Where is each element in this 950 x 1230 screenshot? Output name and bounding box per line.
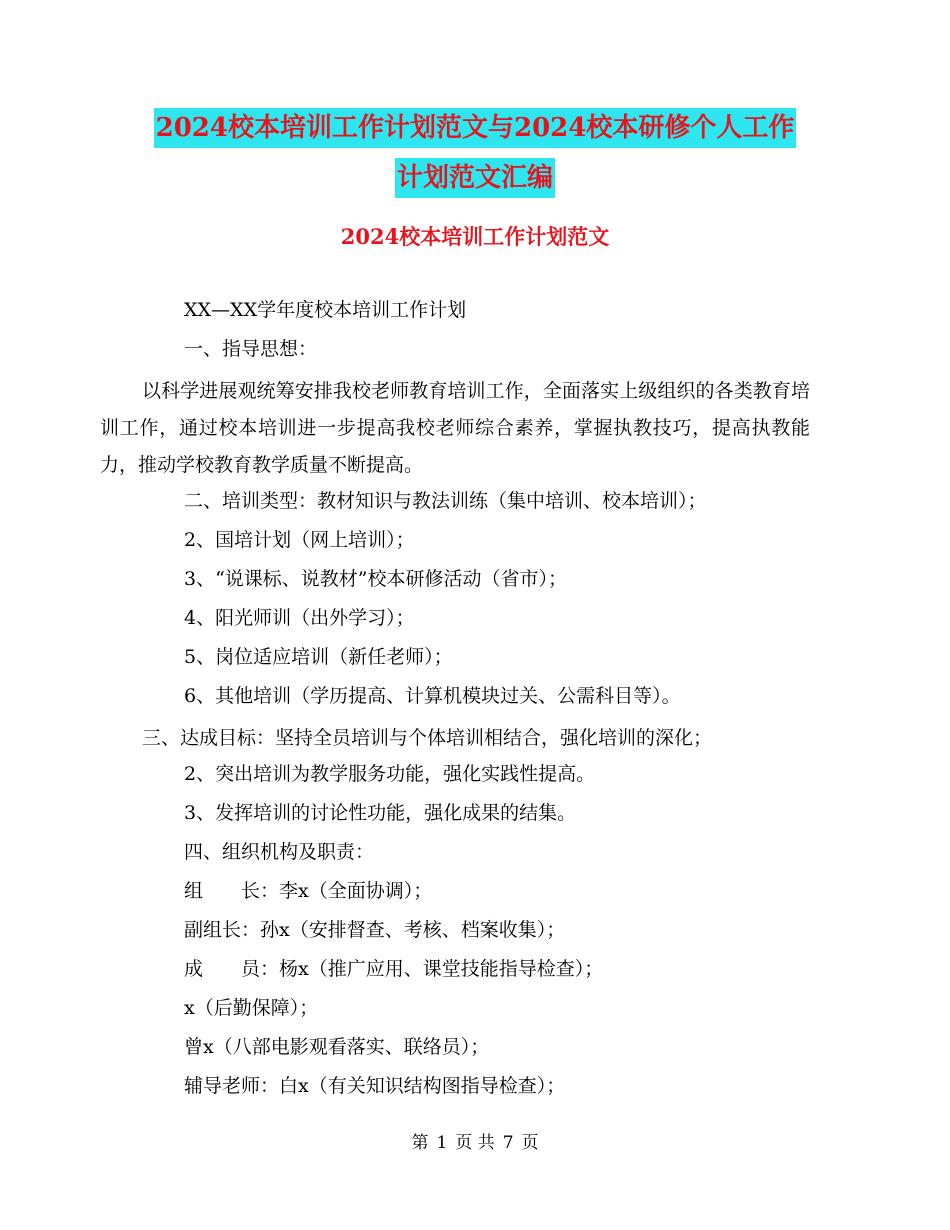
paragraph: 6、其他培训（学历提高、计算机模块过关、公需科目等）。	[184, 685, 681, 707]
footer-suffix: 页	[521, 1133, 539, 1153]
section-subtitle: 2024校本培训工作计划范文	[340, 224, 610, 249]
document-body	[100, 295, 810, 1110]
paragraph: 3、发挥培训的讨论性功能，强化成果的结集。	[184, 802, 577, 824]
paragraph: 四、组织机构及职责：	[184, 841, 375, 863]
paragraph: 三、达成目标：坚持全员培训与个体培训相结合，强化培训的深化；	[142, 727, 713, 749]
paragraph: 2、国培计划（网上培训）；	[184, 529, 415, 551]
paragraph: x（后勤保障）；	[184, 997, 319, 1019]
page-footer	[0, 1128, 950, 1153]
paragraph: 以科学进展观统筹安排我校老师教育培训工作，全面落实上级组织的各类教育培训工作，通过校本培训进一步提高我校老师综合素养，掌握执教技巧，提高执教能力，推动学校教育教学质量不断提高。	[100, 380, 810, 476]
total-pages: 7	[502, 1133, 514, 1153]
paragraph: 曾x（八部电影观看落实、联络员）；	[184, 1036, 490, 1058]
paragraph: 3、“说课标、说教材”校本研修活动（省市）；	[184, 568, 568, 590]
document-title	[0, 108, 950, 198]
paragraph: 4、阳光师训（出外学习）；	[184, 607, 415, 629]
title-line-2: 计划范文汇编	[395, 158, 555, 198]
paragraph: 副组长：孙x（安排督查、考核、档案收集）；	[184, 919, 566, 941]
paragraph: 辅导老师：白x（有关知识结构图指导检查）；	[184, 1075, 566, 1097]
paragraph: 二、培训类型：教材知识与教法训练（集中培训、校本培训）；	[184, 490, 707, 512]
paragraph: 组 长：李x（全面协调）；	[184, 880, 433, 902]
footer-middle: 页 共	[455, 1133, 495, 1153]
title-line-1: 2024校本培训工作计划范文与2024校本研修个人工作	[154, 108, 797, 148]
page-number: 1	[436, 1133, 448, 1153]
paragraph: 成 员：杨x（推广应用、课堂技能指导检查）；	[184, 958, 604, 980]
paragraph: 5、岗位适应培训（新任老师）；	[184, 646, 453, 668]
paragraph: 2、突出培训为教学服务功能，强化实践性提高。	[184, 763, 596, 785]
paragraph: XX—XX学年度校本培训工作计划	[184, 299, 467, 321]
footer-prefix: 第	[411, 1133, 429, 1153]
paragraph: 一、指导思想：	[184, 338, 318, 360]
